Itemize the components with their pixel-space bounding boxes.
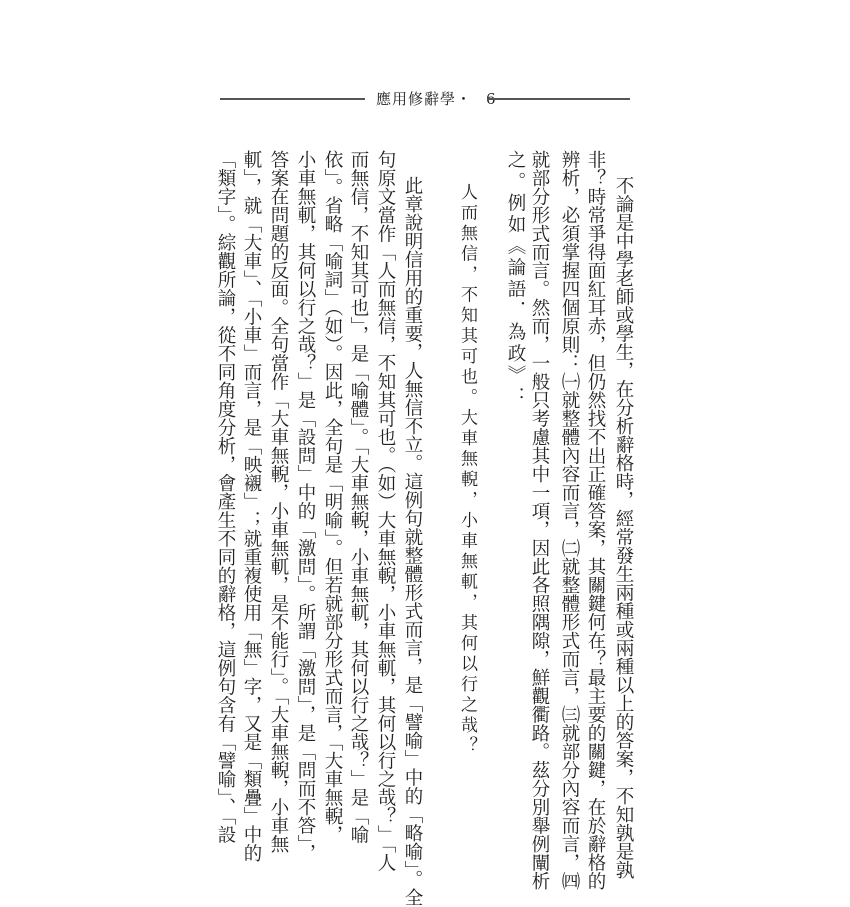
text-column: 答案在問題的反面。全句當作「大車無輗，小車無軏，是不能行」。「大車無輗，小車無 [268, 150, 289, 853]
running-header [376, 88, 497, 109]
block-quote: 人而無信，不知其可也。大車無輗，小車無軏，其何以行之哉？ [457, 183, 477, 757]
text-column: 而無信，不知其可也」，是「喻體」。「大車無輗，小車無軏，其何以行之哉？」是「喻 [348, 150, 369, 844]
text-column: 「類字」。綜觀所論，從不同角度分析，會產生不同的辭格，這例句含有「譬喻」、「設 [215, 150, 236, 844]
text-column: 軏」，就「大車」、「小車」而言，是「映襯」；就重複使用「無」字，又是「類疊」中的 [241, 150, 262, 863]
text-column: 之。例如《論語．為政》： [505, 150, 526, 408]
header-rule-left [220, 98, 365, 100]
text-column: 依」。省略「喻詞」（如）。因此，全句是「明喻」。但若就部分形式而言，「大車無輗， [322, 150, 343, 844]
text-column: 辨析，必須掌握四個原則：㈠就整體內容而言，㈡就整體形式而言，㈢就部分內容而言，㈣ [559, 150, 580, 890]
book-title: 應用修辭學・ [376, 90, 473, 108]
header-rule-right [487, 98, 630, 100]
text-column: 不論是中學老師或學生，在分析辭格時，經常發生兩種或兩種以上的答案，不知孰是孰 [613, 176, 634, 879]
text-column: 就部分形式而言。然而，一般只考慮其中一項，因此各照隅隙，鮮觀衢路。茲分別舉例闡析 [529, 150, 550, 890]
text-column: 小車無軏，其何以行之哉？」是「設問」中的「激問」。所謂「激問」，是「問而不答」， [295, 150, 316, 863]
text-column: 非？時常爭得面紅耳赤，但仍然找不出正確答案，其關鍵何在？最主要的關鍵，在於辭格的 [585, 150, 606, 890]
text-column: 句原文當作「人而無信，不知其可也。（如）大車無輗，小車無軏，其何以行之哉？」「人 [375, 150, 396, 872]
text-column: 此章說明信用的重要，人無信不立。這例句就整體形式而言，是「譬喻」中的「略喻」。全 [402, 176, 423, 907]
